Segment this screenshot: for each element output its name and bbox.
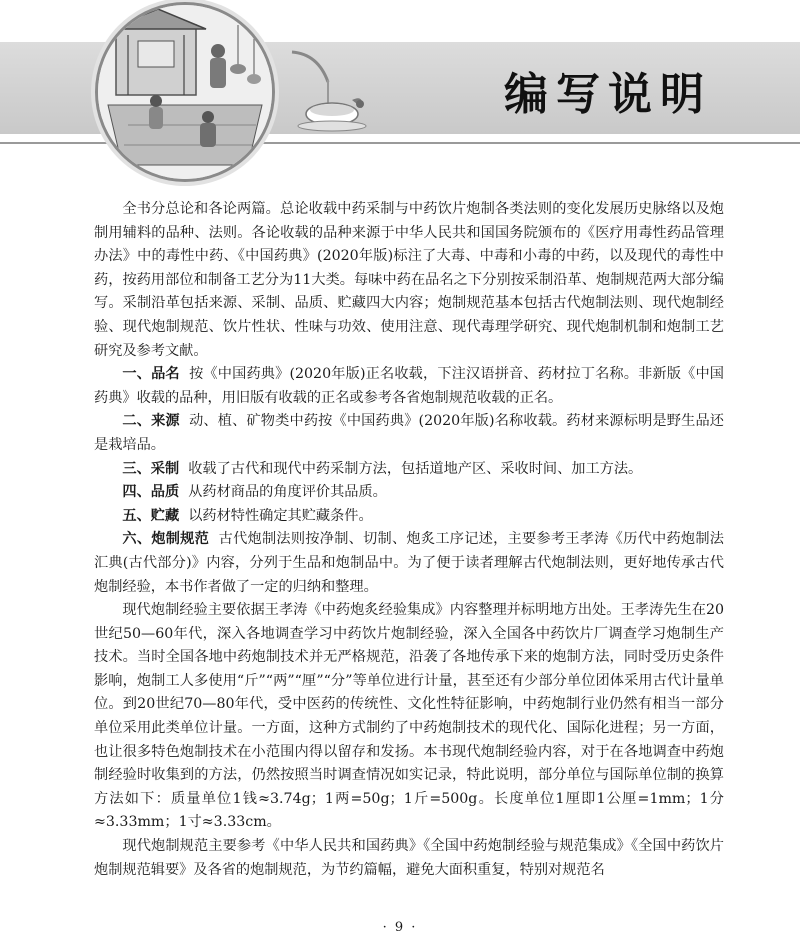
item-name <box>94 363 724 410</box>
item-source <box>94 410 724 457</box>
illustration-emblem <box>95 2 275 182</box>
item-label: 四、品质 <box>122 484 180 501</box>
item-label: 五、贮藏 <box>122 507 180 524</box>
item-label: 一、品名 <box>122 366 180 383</box>
item-harvest <box>94 458 724 482</box>
intro-paragraph: 全书分总论和各论两篇。总论收载中药采制与中药饮片炮制各类法则的变化发展历史脉络以及炮制用辅料的品种、法则。各论收载的品种来源于中华人民共和国国务院颁布的《医疗用毒性药品管理办法》中的毒性中药、《中国药典》(2020年版)标注了大毒、中毒和小毒的中药，以及现代的毒性中药，按药用部位和制备工艺分为11大类。每味中药在品名之下分别按采制沿革、炮制规范两大部分编写。采制沿革包括来源、采制、品质、贮藏四大内容；炮制规范基本包括古代炮制法则、现代炮制经验、现代炮制规范、饮片性状、性味与功效、使用注意、现代毒理学研究、现代炮制机制和炮制工艺研究及参考文献。 <box>94 201 724 359</box>
item-text: 以药材特性确定其贮藏条件。 <box>188 507 373 524</box>
item-text: 收载了古代和现代中药采制方法，包括道地产区、采收时间、加工方法。 <box>188 460 643 477</box>
teapot-icon <box>288 44 370 134</box>
item-text: 从药材商品的角度评价其品质。 <box>188 484 387 501</box>
item-storage <box>94 505 724 529</box>
experience-paragraph: 现代炮制经验主要依据王孝涛《中药炮炙经验集成》内容整理并标明地方出处。王孝涛先生在20世纪50—60年代，深入各地调查学习中药饮片炮制经验，深入全国各中药饮片厂调查学习炮制生产技术。当时全国各地中药炮制技术并无严格规范，沿袭了各地传承下来的炮制方法，同时受历史条件影响，炮制工人多使用“斤”“两”“厘”“分”等单位进行计量，甚至还有少部分单位团体采用古代计量单位。到20世纪70—80年代，受中医药的传统性、文化性特征影响，中药炮制行业仍然有相当一部分单位采用此类单位计量。一方面，这种方式制约了中药炮制技术的现代化、国际化进程；另一方面，也让很多特色炮制技术在小范围内得以留存和发扬。本书现代炮制经验内容，对于在各地调查中药炮制经验时收集到的方法，仍然按照当时调查情况如实记录，特此说明，部分单位与国际单位制的换算方法如下：质量单位1钱≈3.74g；1两=50g；1斤=500g。长度单位1厘即1公厘=1mm；1分≈3.33mm；1寸≈3.33cm。 <box>94 602 724 831</box>
item-text: 古代炮制法则按净制、切制、炮炙工序记述，主要参考王孝涛《历代中药炮制法汇典(古代部分)》内容，分列于生品和炮制品中。为了便于读者理解古代炮制法则，更好地传承古代炮制经验，本书作者做了一定的归纳和整理。 <box>94 531 724 595</box>
item-label: 三、采制 <box>122 460 180 477</box>
herbal-workshop-illustration <box>98 5 272 179</box>
page-title: 编写说明 <box>504 69 712 120</box>
item-text: 动、植、矿物类中药按《中国药典》(2020年版)名称收载。药材来源标明是野生品还是栽培品。 <box>94 413 724 453</box>
standard-paragraph: 现代炮制规范主要参考《中华人民共和国药典》《全国中药炮制经验与规范集成》《全国中药饮片炮制规范辑要》及各省的炮制规范，为节约篇幅，避免大面积重复，特别对规范名 <box>94 838 724 878</box>
page-number: · 9 · <box>382 920 418 935</box>
item-label: 二、来源 <box>122 413 180 430</box>
item-text: 按《中国药典》(2020年版)正名收载，下注汉语拼音、药材拉丁名称。非新版《中国药典》收载的品种，用旧版有收载的正名或参考各省炮制规范收载的正名。 <box>94 366 724 406</box>
item-processing <box>94 528 724 599</box>
item-quality <box>94 481 724 505</box>
item-label: 六、炮制规范 <box>122 531 210 548</box>
body-text <box>94 198 724 882</box>
